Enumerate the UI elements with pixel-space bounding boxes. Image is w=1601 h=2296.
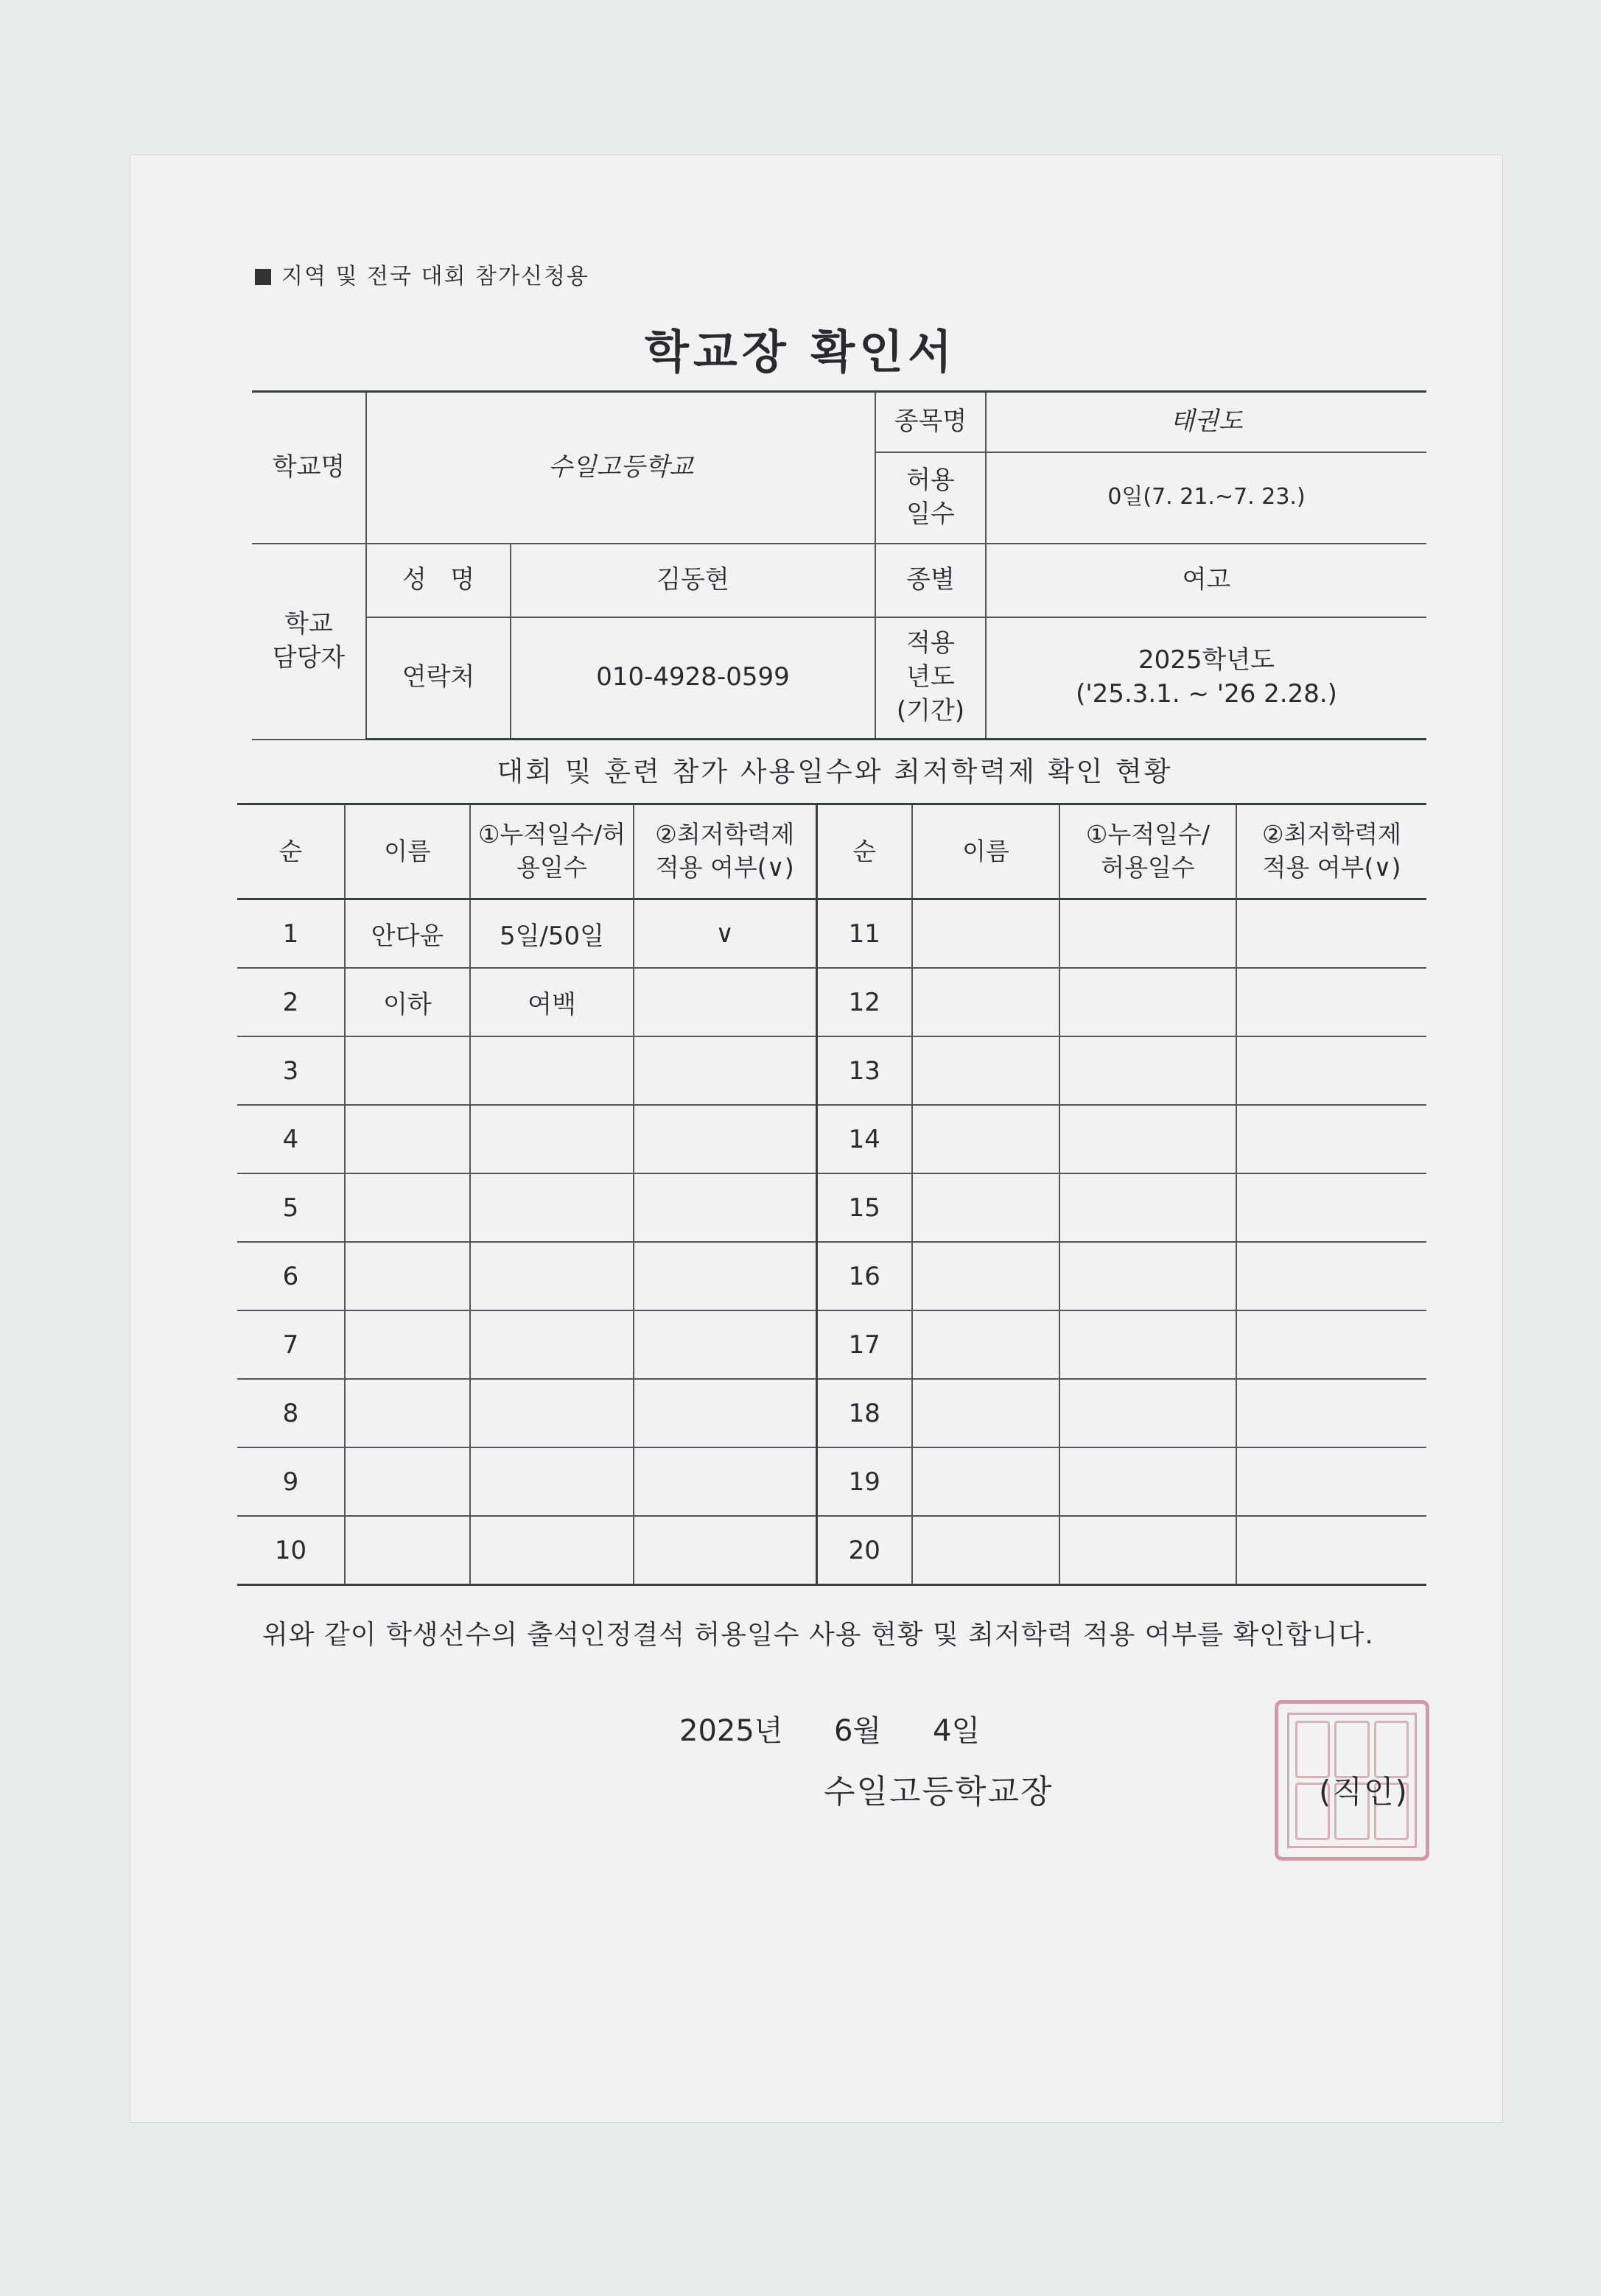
row-no: 7 (237, 1310, 345, 1379)
name-label: 성 명 (366, 544, 511, 617)
section-title: 대회 및 훈련 참가 사용일수와 최저학력제 확인 현황 (497, 756, 1173, 787)
seal-label: (직인) (1319, 1774, 1409, 1810)
row-no-2: 18 (816, 1379, 912, 1447)
row-name-2 (912, 1173, 1059, 1242)
note-text: 지역 및 전국 대회 참가신청용 (281, 264, 589, 289)
row-no-2: 16 (816, 1242, 912, 1310)
sport-label: 종목명 (875, 392, 986, 452)
row-no: 3 (237, 1036, 345, 1105)
row-days-2 (1059, 1242, 1236, 1310)
table-row (237, 1379, 1426, 1447)
row-check (634, 968, 816, 1036)
participation-table (237, 803, 1426, 1586)
header-days: ①누적일수/허 용일수 (470, 804, 634, 899)
row-check-2 (1236, 1379, 1426, 1447)
sport-value: 태권도 (986, 392, 1426, 452)
header-name: 이름 (345, 804, 470, 899)
row-check (634, 1447, 816, 1516)
row-name (345, 1105, 470, 1173)
row-check-2 (1236, 1105, 1426, 1173)
document-title: 학교장 확인서 (645, 325, 956, 379)
row-days (470, 1310, 634, 1379)
row-check: ∨ (634, 899, 816, 969)
category-label: 종별 (875, 544, 986, 617)
row-check-2 (1236, 1036, 1426, 1105)
table-row (237, 1242, 1426, 1310)
row-no: 5 (237, 1173, 345, 1242)
row-days-2 (1059, 1036, 1236, 1105)
row-name-2 (912, 1310, 1059, 1379)
header-name-2: 이름 (912, 804, 1059, 899)
row-days (470, 1173, 634, 1242)
row-no: 1 (237, 899, 345, 969)
year-value (986, 617, 1426, 740)
row-no: 8 (237, 1379, 345, 1447)
principal-title: 수일고등학교장 (824, 1773, 1054, 1811)
header-check: ②최저학력제 적용 여부(∨) (634, 804, 816, 899)
header-days-2: ①누적일수/ 허용일수 (1059, 804, 1236, 899)
year-value-line-1: 2025학년도 (1138, 645, 1275, 675)
header-check-2: ②최저학력제 적용 여부(∨) (1236, 804, 1426, 899)
date-month: 6월 (834, 1714, 882, 1748)
row-name: 안다윤 (345, 899, 470, 969)
confirmation-statement: 위와 같이 학생선수의 출석인정결석 허용일수 사용 현황 및 최저학력 적용 여부를 확인합니다. (262, 1620, 1374, 1650)
table-row (237, 1173, 1426, 1242)
row-check-2 (1236, 1447, 1426, 1516)
row-name (345, 1173, 470, 1242)
manager-label: 학교 담당자 (252, 544, 366, 740)
row-name (345, 1516, 470, 1585)
school-value: 수일고등학교 (366, 392, 875, 544)
row-check (634, 1516, 816, 1585)
row-days-2 (1059, 1516, 1236, 1585)
row-check-2 (1236, 1310, 1426, 1379)
row-name-2 (912, 1105, 1059, 1173)
row-check (634, 1105, 816, 1173)
year-label: 적용 년도 (기간) (875, 617, 986, 740)
row-days-2 (1059, 1173, 1236, 1242)
row-check-2 (1236, 1516, 1426, 1585)
table-header-row (237, 804, 1426, 899)
square-bullet-icon (255, 269, 271, 285)
row-name (345, 1379, 470, 1447)
row-name-2 (912, 899, 1059, 969)
row-days (470, 1105, 634, 1173)
year-value-line-2: ('25.3.1. ~ '26 2.28.) (1076, 679, 1337, 709)
row-no: 4 (237, 1105, 345, 1173)
row-days-2 (1059, 899, 1236, 969)
header-no-2: 순 (816, 804, 912, 899)
table-row (237, 1036, 1426, 1105)
row-name-2 (912, 1379, 1059, 1447)
row-no-2: 17 (816, 1310, 912, 1379)
row-check-2 (1236, 968, 1426, 1036)
row-name-2 (912, 1447, 1059, 1516)
date-day: 4일 (933, 1714, 981, 1748)
row-name-2 (912, 1036, 1059, 1105)
row-days (470, 1447, 634, 1516)
row-days (470, 1036, 634, 1105)
row-no-2: 15 (816, 1173, 912, 1242)
date-year: 2025년 (679, 1714, 783, 1748)
row-check-2 (1236, 1242, 1426, 1310)
name-value: 김동현 (511, 544, 875, 617)
table-row (237, 968, 1426, 1036)
school-label: 학교명 (252, 392, 366, 544)
contact-label: 연락처 (366, 617, 511, 740)
table-row (237, 1516, 1426, 1585)
row-no-2: 11 (816, 899, 912, 969)
category-value: 여고 (986, 544, 1426, 617)
allowed-days-label: 허용 일수 (875, 452, 986, 544)
row-no-2: 19 (816, 1447, 912, 1516)
row-days-2 (1059, 1105, 1236, 1173)
row-name: 이하 (345, 968, 470, 1036)
row-check (634, 1379, 816, 1447)
row-no-2: 12 (816, 968, 912, 1036)
row-days (470, 1242, 634, 1310)
row-days (470, 1516, 634, 1585)
row-name (345, 1036, 470, 1105)
row-name-2 (912, 1516, 1059, 1585)
form-usage-note (255, 258, 589, 290)
table-row (237, 899, 1426, 969)
row-check (634, 1242, 816, 1310)
row-no-2: 14 (816, 1105, 912, 1173)
row-check-2 (1236, 1173, 1426, 1242)
row-check (634, 1173, 816, 1242)
row-days-2 (1059, 968, 1236, 1036)
table-row (237, 1105, 1426, 1173)
row-days-2 (1059, 1447, 1236, 1516)
table-row (237, 1447, 1426, 1516)
row-name-2 (912, 968, 1059, 1036)
header-no: 순 (237, 804, 345, 899)
row-no: 9 (237, 1447, 345, 1516)
allowed-days-value: 0일(7. 21.~7. 23.) (986, 452, 1426, 544)
row-name (345, 1447, 470, 1516)
row-no-2: 20 (816, 1516, 912, 1585)
row-name (345, 1242, 470, 1310)
row-name-2 (912, 1242, 1059, 1310)
row-no-2: 13 (816, 1036, 912, 1105)
row-days: 5일/50일 (470, 899, 634, 969)
row-days-2 (1059, 1379, 1236, 1447)
row-days (470, 1379, 634, 1447)
row-name (345, 1310, 470, 1379)
row-check-2 (1236, 899, 1426, 969)
row-check (634, 1036, 816, 1105)
row-days: 여백 (470, 968, 634, 1036)
table-row (237, 1310, 1426, 1379)
row-check (634, 1310, 816, 1379)
row-no: 2 (237, 968, 345, 1036)
row-days-2 (1059, 1310, 1236, 1379)
info-table (252, 390, 1426, 740)
row-no: 6 (237, 1242, 345, 1310)
contact-value: 010-4928-0599 (511, 617, 875, 740)
row-no: 10 (237, 1516, 345, 1585)
